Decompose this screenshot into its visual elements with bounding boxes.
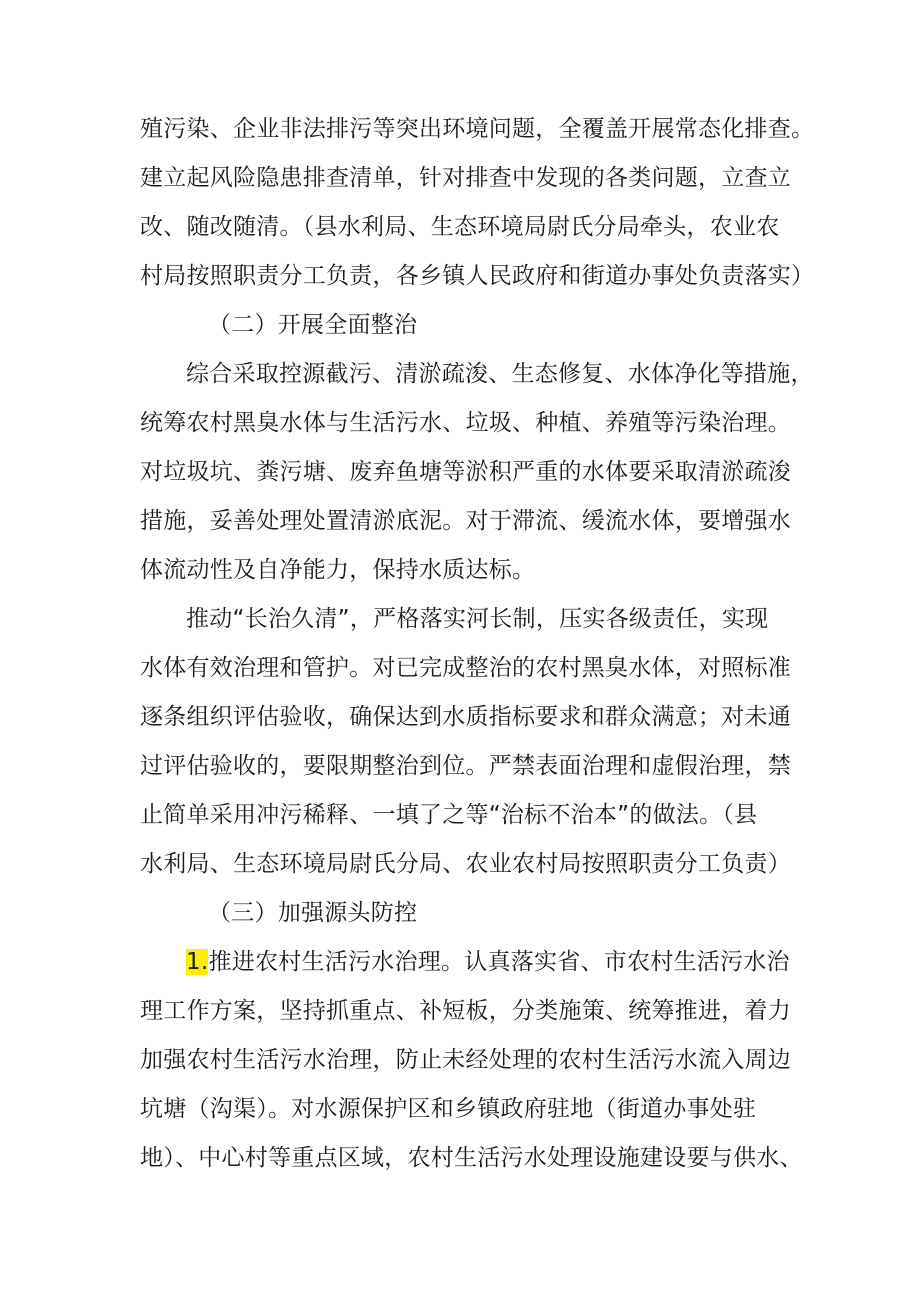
section-heading: （三）加强源头防控 (208, 900, 418, 926)
text-line: 水体有效治理和管护。对已完成整治的农村黑臭水体，对照标准 (140, 655, 791, 681)
text-line: 综合采取控源截污、清淤疏浚、生态修复、水体净化等措施， (186, 361, 814, 387)
text-line: 止简单采用冲污稀释、一填了之等“治标不治本”的做法。（县 (140, 802, 758, 828)
text-line: 逐条组织评估验收，确保达到水质指标要求和群众满意；对未通 (140, 704, 791, 730)
text-line: 过评估验收的，要限期整治到位。严禁表面治理和虚假治理，禁 (140, 753, 791, 779)
text-line: 统筹农村黑臭水体与生活污水、垃圾、种植、养殖等污染治理。 (140, 410, 791, 436)
text-line: 地）、中心村等重点区域，农村生活污水处理设施建设要与供水、 (140, 1145, 803, 1171)
text-line: 对垃圾坑、粪污塘、废弃鱼塘等淤积严重的水体要采取清淤疏浚 (140, 459, 791, 485)
text-line: 水利局、生态环境局尉氏分局、农业农村局按照职责分工负责） (140, 851, 791, 877)
text-line: 推动“长治久清”，严格落实河长制，压实各级责任，实现 (186, 606, 769, 632)
text-line: 加强农村生活污水治理，防止未经处理的农村生活污水流入周边 (140, 1047, 791, 1073)
text-line: 殖污染、企业非法排污等突出环境问题，全覆盖开展常态化排查。 (140, 116, 815, 142)
highlighted-list-number: 1. (186, 949, 209, 975)
text-line: 坑塘（沟渠）。对水源保护区和乡镇政府驻地（街道办事处驻 (140, 1096, 757, 1122)
text-line (186, 947, 790, 977)
text-line-content: 推进农村生活污水治理。认真落实省、市农村生活污水治 (208, 949, 790, 975)
text-line: 措施，妥善处理处置清淤底泥。对于滞流、缓流水体，要增强水 (140, 508, 791, 534)
text-line: 体流动性及自净能力，保持水质达标。 (140, 557, 536, 583)
text-line: 理工作方案，坚持抓重点、补短板，分类施策、统筹推进，着力 (140, 998, 791, 1024)
text-line: 村局按照职责分工负责，各乡镇人民政府和街道办事处负责落实） (140, 263, 815, 289)
text-line: 改、随改随清。（县水利局、生态环境局尉氏分局牵头，农业农 (140, 214, 780, 240)
text-line: 建立起风险隐患排查清单，针对排查中发现的各类问题，立查立 (140, 165, 791, 191)
section-heading: （二）开展全面整治 (208, 312, 418, 338)
